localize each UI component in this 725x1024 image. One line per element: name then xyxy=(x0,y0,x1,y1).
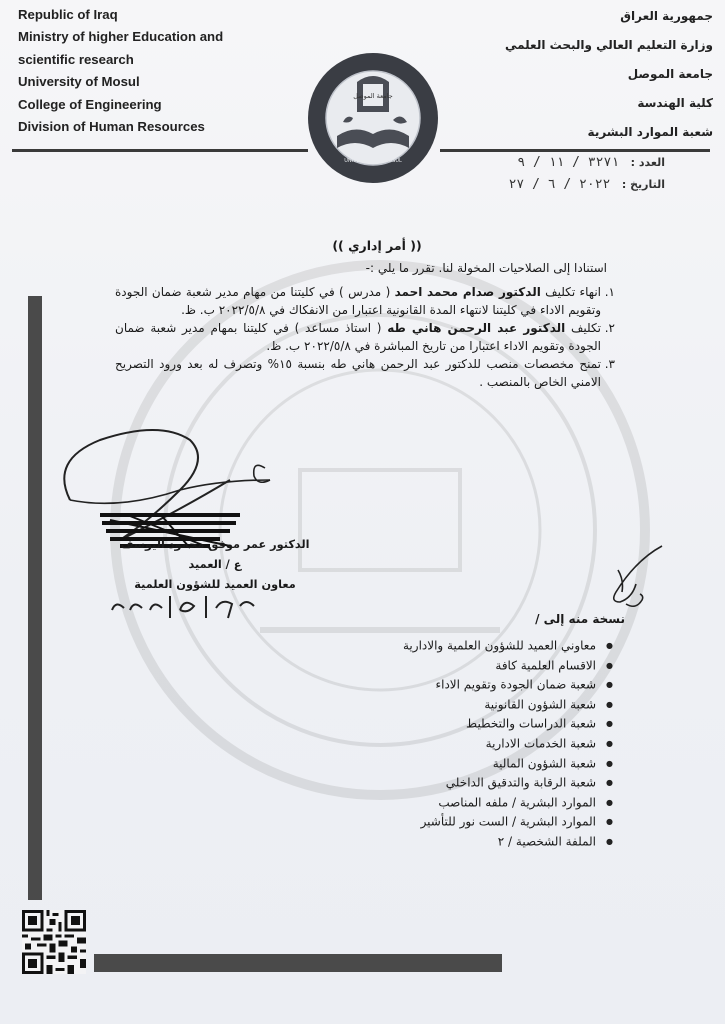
logo-ring-text: UNIVERSITY OF MOSUL xyxy=(344,158,402,164)
header-en-line-2: Ministry of higher Education and xyxy=(18,29,224,45)
copy-recipient: ● معاوني العميد للشؤون العلمية والادارية xyxy=(313,636,613,656)
header-rule-left xyxy=(12,149,308,152)
copy-recipient: ● شعبة الشؤون المالية xyxy=(313,754,613,774)
header-ar-line-3: جامعة الموصل xyxy=(627,67,713,81)
copies-list xyxy=(313,636,613,852)
order-intro: استنادا إلى الصلاحيات المخولة لنا. تقرر ما يلي :- xyxy=(365,261,607,275)
qr-code-icon xyxy=(22,910,86,974)
left-margin-bar xyxy=(28,296,42,900)
order-item xyxy=(115,320,615,355)
item-name-bold: الدكتور صدام محمد احمد xyxy=(394,285,541,299)
copy-recipient: ● شعبة الخدمات الادارية xyxy=(313,734,613,754)
item-number: ٢. xyxy=(604,321,615,336)
order-title: (( أمر إداري )) xyxy=(332,238,422,253)
header-en-line-6: Division of Human Resources xyxy=(18,119,205,135)
copy-recipient: ● الموارد البشرية / الست نور للتأشير xyxy=(313,812,613,832)
header-ar-line-4: كلية الهندسة xyxy=(637,96,713,110)
header-english xyxy=(18,4,308,138)
copy-recipient: ● الاقسام العلمية كافة xyxy=(313,656,613,676)
order-items xyxy=(115,284,615,393)
header-ar-line-1: جمهورية العراق xyxy=(620,9,713,23)
signatory-subrole: معاون العميد للشؤون العلمية xyxy=(134,578,296,591)
header-ar-line-2: وزارة التعليم العالي والبحث العلمي xyxy=(504,38,713,52)
signatory-role: ع / العميد xyxy=(188,558,242,571)
copy-recipient: ● شعبة ضمان الجودة وتقويم الاداء xyxy=(313,675,613,695)
copy-recipient: ● شعبة الدراسات والتخطيط xyxy=(313,714,613,734)
copies-title: نسخة منه إلى / xyxy=(535,612,625,626)
item-text: تمنح مخصصات منصب للدكتور عبد الرحمن هاني طه بنسبة ١٥% وتصرف له بعد ورود التصريح الامني الخاص بالمنصب . xyxy=(115,357,601,389)
signatory-name: الدكتور عمر موفق محمود اليوسف xyxy=(120,538,310,551)
logo-inner-text: جامعة الموصل xyxy=(353,92,393,100)
reference-date-row xyxy=(405,174,665,196)
number-value: ٣٢٧١ / ١١ / ٩ xyxy=(517,155,620,170)
item-number: ٣. xyxy=(604,357,615,372)
footer-bar xyxy=(94,954,502,972)
number-label: العدد : xyxy=(630,156,665,169)
copy-recipient: ● الملفة الشخصية / ٢ xyxy=(313,832,613,852)
copy-recipient: ● شعبة الرقابة والتدقيق الداخلي xyxy=(313,773,613,793)
reference-number-row xyxy=(405,152,665,174)
header-arabic xyxy=(453,2,713,147)
copy-recipient: ● شعبة الشؤون القانونية xyxy=(313,695,613,715)
handwritten-date xyxy=(104,588,274,628)
header-en-line-5: College of Engineering xyxy=(18,96,162,112)
item-text: تكليف الدكتور عبد الرحمن هاني طه ( استاذ مساعد ) في كليتنا بمهام مدير شعبة ضمان الجودة وتقويم الاداء اعتبارا من تاريخ المباشرة في ٢٠٢٢/٥/٨ ب. ظ. xyxy=(115,321,601,353)
order-item xyxy=(115,284,615,319)
date-value: ٢٠٢٢ / ٦ / ٢٧ xyxy=(508,177,611,192)
signature-block xyxy=(110,535,320,595)
copy-recipient: ● الموارد البشرية / ملفه المناصب xyxy=(313,793,613,813)
item-text: انهاء تكليف الدكتور صدام محمد احمد ( مدرس ) في كليتنا من مهام مدير شعبة ضمان الجودة وتقويم الاداء في كليتنا لانتهاء المدة القانونية اعتبارا من الانفكاك في ٢٠٢٢/٥/٨ ب. ظ. xyxy=(115,285,601,317)
header-ar-line-5: شعبة الموارد البشرية xyxy=(587,125,713,139)
date-label: التاريخ : xyxy=(621,178,665,191)
item-number: ١. xyxy=(604,285,615,299)
header-en-line-3: scientific research xyxy=(18,51,134,67)
item-name-bold: الدكتور عبد الرحمن هاني طه xyxy=(387,321,566,336)
handwritten-initial xyxy=(596,540,672,620)
order-item xyxy=(115,356,615,391)
header-en-line-1: Republic of Iraq xyxy=(18,7,118,22)
reference-block xyxy=(405,152,665,196)
header-en-line-4: University of Mosul xyxy=(18,74,140,90)
